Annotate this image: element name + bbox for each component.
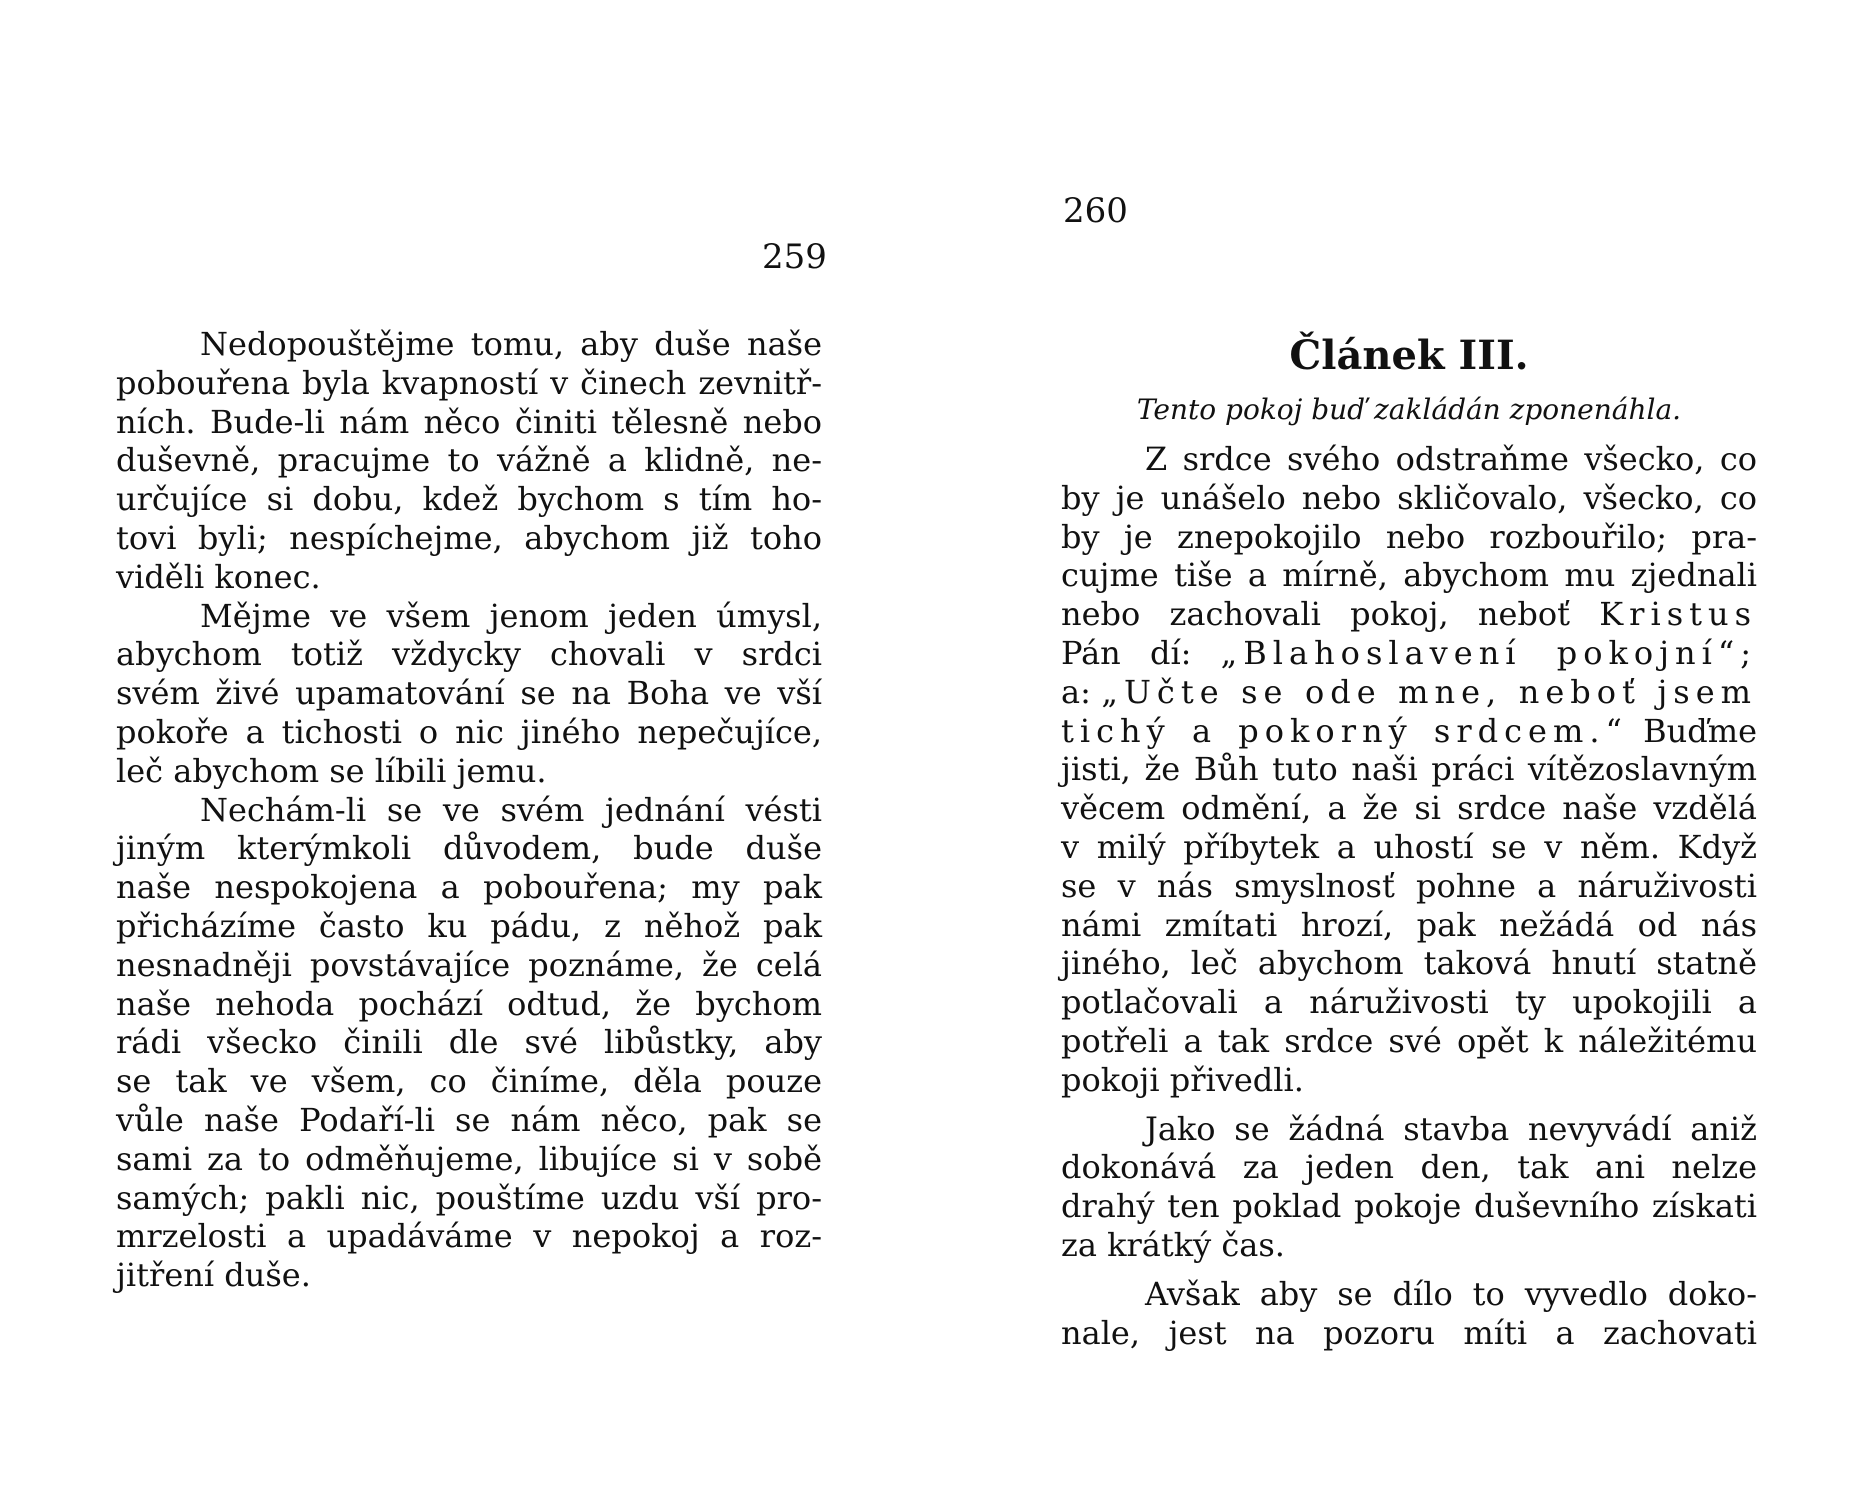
text-line: jitření duše. <box>116 1256 311 1295</box>
body-text <box>1061 440 1757 1352</box>
text-line: samých; pakli nic, pouštíme uzdu vší pro- <box>116 1178 822 1217</box>
text-segment: a: <box>1061 672 1091 711</box>
text-line: Nechám-li se ve svém jednání vésti <box>200 790 822 829</box>
text-line: tovi byli; nespíchejme, abychom již toho <box>116 518 822 557</box>
text-line: viděli konec. <box>116 557 321 596</box>
text-line: leč abychom se líbili jemu. <box>116 751 547 790</box>
text-line: věcem odmění, a že si srdce naše vzdělá <box>1061 789 1757 828</box>
text-segment: Buďme <box>1643 711 1757 750</box>
text-line <box>1061 673 1757 712</box>
body-text <box>116 325 822 1295</box>
text-line: ních. Bude-li nám něco činiti tělesně nebo <box>116 402 822 441</box>
text-line: pobouřena byla kvapností v činech zevnitř- <box>116 363 822 402</box>
text-line: jisti, že Bůh tuto naši práci vítězoslavným <box>1061 750 1757 789</box>
text-line: potřeli a tak srdce své opět k náležitému <box>1061 1021 1757 1060</box>
right-page <box>927 0 1854 1500</box>
text-line: námi zmítati hrozí, pak nežádá od nás <box>1061 905 1757 944</box>
emphasized-text: tichý a pokorný srdcem.“ <box>1061 711 1628 750</box>
text-line: v milý příbytek a uhostí se v něm. Když <box>1061 827 1757 866</box>
text-line: naše nespokojena a pobouřena; my pak <box>116 868 822 907</box>
text-line <box>1061 634 1757 673</box>
text-line: Nedopouštějme tomu, aby duše naše <box>200 325 822 363</box>
text-line: jiného, leč abychom taková hnutí statně <box>1061 944 1757 983</box>
emphasized-text: „Blahoslavení pokojní“; <box>1220 633 1758 672</box>
text-line: cujme tiše a mírně, abychom mu zjednali <box>1061 556 1757 595</box>
text-line: potlačovali a náruživosti ty upokojili a <box>1061 983 1757 1022</box>
text-line: nesnadněji povstávajíce poznáme, že celá <box>116 945 822 984</box>
text-line: mrzelosti a upadáváme v nepokoj a roz- <box>116 1217 822 1256</box>
text-line: určujíce si dobu, kdež bychom s tím ho- <box>116 480 822 519</box>
text-line: duševně, pracujme to vážně a klidně, ne- <box>116 441 822 480</box>
text-line: pokoře a tichosti o nic jiného nepečujíce, <box>116 712 822 751</box>
text-line: přicházíme často ku pádu, z něhož pak <box>116 906 822 945</box>
text-line: pokoji přivedli. <box>1061 1060 1304 1099</box>
text-line: Mějme ve všem jenom jeden úmysl, <box>200 596 822 635</box>
text-line: svém živé upamatování se na Boha ve vší <box>116 674 822 713</box>
text-line: se v nás smyslnosť pohne a náruživosti <box>1061 866 1757 905</box>
text-line: by je unášelo nebo skličovalo, všecko, co <box>1061 478 1757 517</box>
text-line <box>1061 712 1757 751</box>
page-number: 260 <box>1063 191 1128 231</box>
text-line: Avšak aby se dílo to vyvedlo doko- <box>1145 1274 1757 1313</box>
text-line <box>1061 595 1757 634</box>
chapter-subtitle: Tento pokoj buď zakládán zponenáhla. <box>1136 393 1682 426</box>
text-line: jiným kterýmkoli důvodem, bude duše <box>116 829 822 868</box>
page-number: 259 <box>762 237 827 277</box>
text-line: by je znepokojilo nebo rozbouřilo; pra- <box>1061 517 1757 556</box>
text-line: za krátký čas. <box>1061 1225 1285 1264</box>
text-segment: Pán dí: <box>1061 633 1192 672</box>
text-line: Jako se žádná stavba nevyvádí aniž <box>1145 1109 1757 1148</box>
text-line: Z srdce svého odstraňme všecko, co <box>1145 440 1757 478</box>
text-line: abychom totiž vždycky chovali v srdci <box>116 635 822 674</box>
text-line: vůle naše Podaří-li se nám něco, pak se <box>116 1100 822 1139</box>
text-line: nale, jest na pozoru míti a zachovati <box>1061 1313 1757 1352</box>
text-line: rádi všecko činili dle své libůstky, aby <box>116 1023 822 1062</box>
text-segment: nebo zachovali pokoj, neboť <box>1061 595 1571 634</box>
text-line: drahý ten poklad pokoje duševního získati <box>1061 1187 1757 1226</box>
text-line: naše nehoda pochází odtud, že bychom <box>116 984 822 1023</box>
emphasized-text: „Učte se ode mne, neboť jsem <box>1101 672 1758 711</box>
text-line: dokonává za jeden den, tak ani nelze <box>1061 1148 1757 1187</box>
chapter-title: Článek III. <box>1289 332 1529 379</box>
text-line: se tak ve všem, co činíme, děla pouze <box>116 1062 822 1101</box>
emphasized-text: Kristus <box>1599 595 1757 634</box>
text-line: sami za to odměňujeme, libujíce si v sobě <box>116 1139 822 1178</box>
